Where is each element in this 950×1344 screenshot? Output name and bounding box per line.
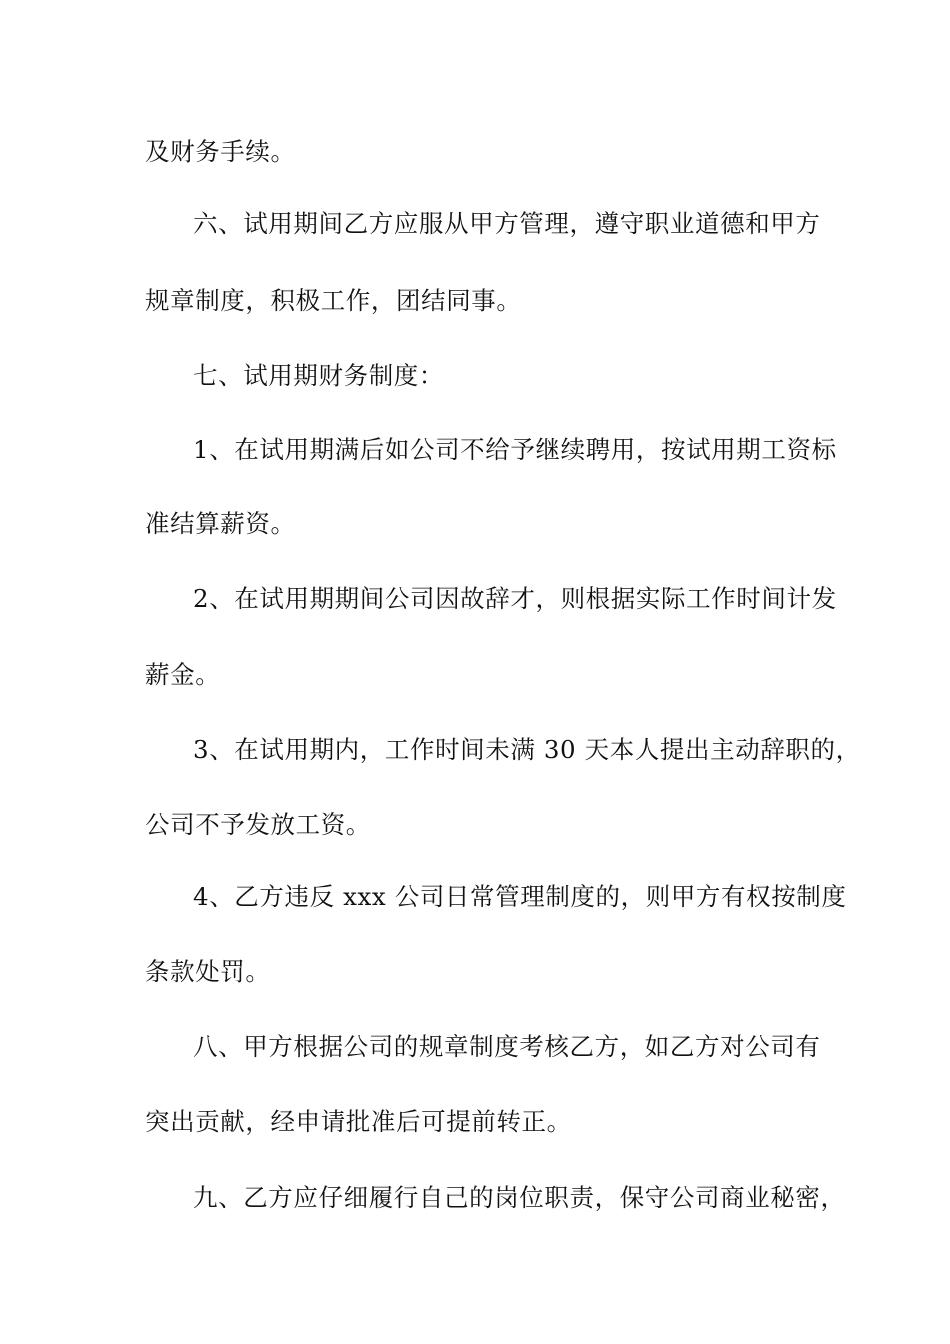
- text-line: 七、试用期财务制度：: [193, 361, 444, 390]
- text-line: 薪金。: [145, 660, 221, 689]
- text-line: 3、在试用期内，工作时间未满 30 天本人提出主动辞职的，: [193, 735, 861, 764]
- text-line: 公司不予发放工资。: [145, 810, 371, 839]
- text-line: 六、试用期间乙方应服从甲方管理，遵守职业道德和甲方: [193, 209, 821, 238]
- text-line: 八、甲方根据公司的规章制度考核乙方，如乙方对公司有: [193, 1032, 821, 1061]
- text-line: 突出贡献，经申请批准后可提前转正。: [145, 1107, 572, 1136]
- text-line: 九、乙方应仔细履行自己的岗位职责，保守公司商业秘密，: [193, 1183, 846, 1212]
- text-line: 4、乙方违反 xxx 公司日常管理制度的，则甲方有权按制度: [193, 882, 847, 911]
- text-line: 规章制度，积极工作，团结同事。: [145, 286, 522, 315]
- text-line: 2、在试用期期间公司因故辞才，则根据实际工作时间计发: [193, 584, 837, 613]
- text-line: 1、在试用期满后如公司不给予继续聘用，按试用期工资标: [193, 435, 837, 464]
- text-line: 及财务手续。: [145, 137, 296, 166]
- text-line: 准结算薪资。: [145, 509, 296, 538]
- text-line: 条款处罚。: [145, 957, 271, 986]
